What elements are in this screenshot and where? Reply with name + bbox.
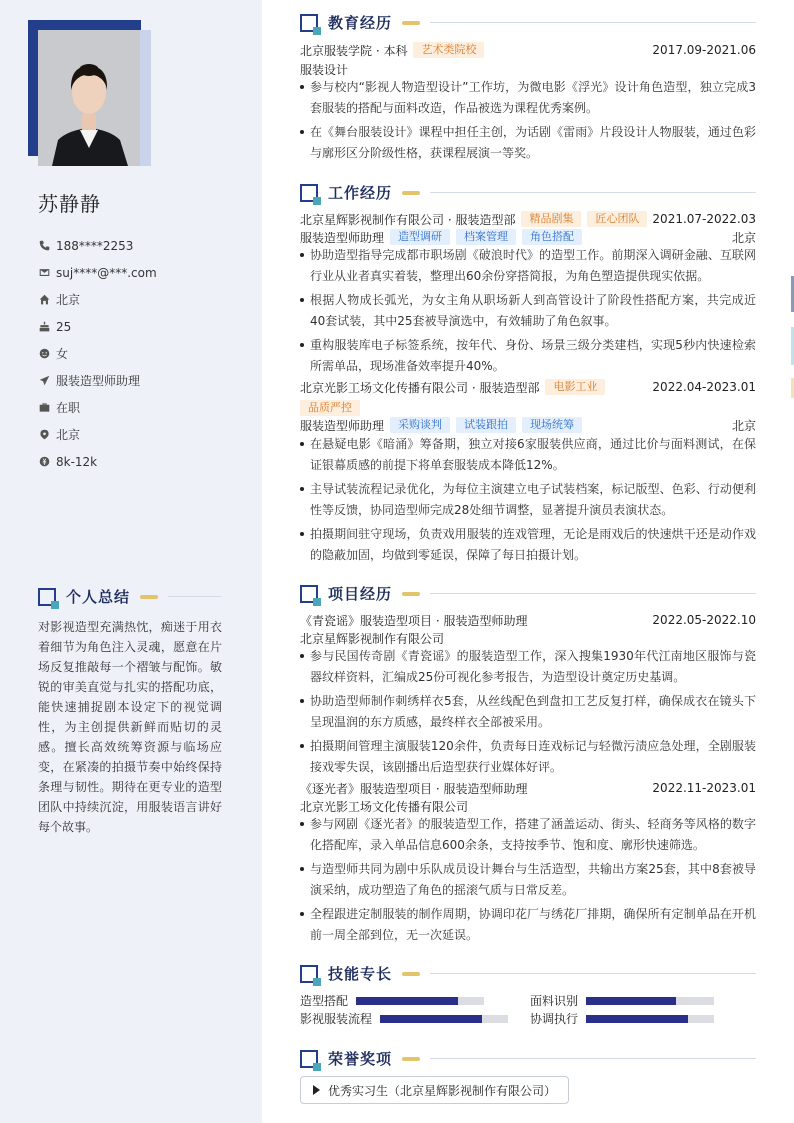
projects-section-header: 项目经历 bbox=[300, 583, 756, 604]
job-role-tag: 现场统筹 bbox=[522, 417, 582, 433]
info-age: 25 bbox=[38, 313, 157, 340]
salary-icon bbox=[38, 456, 50, 468]
education-school-row bbox=[300, 41, 756, 59]
job-company-tag: 精品剧集 bbox=[521, 211, 581, 227]
job-city: 北京 bbox=[731, 418, 756, 433]
mail-icon bbox=[38, 267, 50, 279]
list-item: 重构服装库电子标签系统，按年代、身份、场景三级分类建档，实现5秒内快速检索所需单品，现场准备效率提升40%。 bbox=[300, 335, 756, 377]
job-role: 服装造型师助理 bbox=[300, 230, 385, 245]
job-2-tag-row bbox=[300, 399, 756, 417]
job-1-company-row bbox=[300, 210, 756, 228]
contact-info-list bbox=[38, 232, 157, 475]
awards-section-header: 荣誉奖项 bbox=[300, 1048, 756, 1069]
job-period: 2022.04-2023.01 bbox=[652, 380, 756, 394]
phone-icon bbox=[38, 240, 50, 252]
list-item: 拍摄期间驻守现场，负责戏用服装的连戏管理，无论是雨戏后的快速烘干还是动作戏的隐蔽加固，均做到零延误，保障了每日拍摄计划。 bbox=[300, 524, 756, 566]
info-salary: 8k-12k bbox=[38, 448, 157, 475]
project-1-org-row bbox=[300, 629, 756, 647]
education-major-row bbox=[300, 60, 756, 78]
info-residence: 北京 bbox=[38, 286, 157, 313]
section-square-icon bbox=[300, 1050, 318, 1068]
summary-text: 对影视造型充满热忱，痴迷于用衣着细节为角色注入灵魂，愿意在片场反复推敲每一个褶皱与配饰。敏锐的审美直觉与扎实的搭配功底，能快速捕捉剧本设定下的视觉调性，为主创提供新鲜而贴切的灵感。擅长高效统筹资源与临场应变，在紧凑的拍摄节奏中始终保持条理与韧性。期待在更专业的造型团队中持续沉淀，用服装语言讲好每个故事。 bbox=[38, 620, 222, 834]
candidate-name: 苏静静 bbox=[38, 192, 101, 216]
skill-name: 造型搭配 bbox=[300, 994, 349, 1008]
award-item: 优秀实习生（北京星辉影视制作有限公司） bbox=[300, 1076, 569, 1104]
job-2-company-row bbox=[300, 378, 756, 396]
list-item: 在《舞台服装设计》课程中担任主创，为话剧《雷雨》片段设计人物服装，通过色彩与廓形区分阶级性格，获课程展演一等奖。 bbox=[300, 122, 756, 164]
skill-item bbox=[300, 1010, 508, 1027]
job-1-bullets bbox=[300, 245, 756, 380]
skill-bar-fill bbox=[586, 997, 676, 1005]
project-1-title-row bbox=[300, 611, 756, 629]
skill-name: 面料识别 bbox=[530, 994, 579, 1008]
job-company: 北京星辉影视制作有限公司 · 服装造型部 bbox=[300, 212, 516, 227]
skill-bar-fill bbox=[586, 1015, 688, 1023]
job-2-bullets bbox=[300, 434, 756, 569]
list-item: 参与网剧《逐光者》的服装造型工作，搭建了涵盖运动、街头、轻商务等风格的数字化搭配库，录入单品信息600余条，支持按季节、饱和度、廓形快速筛选。 bbox=[300, 814, 756, 856]
project-2-org-row bbox=[300, 797, 756, 815]
job-company-tag: 电影工业 bbox=[545, 379, 605, 395]
info-target-city: 北京 bbox=[38, 421, 157, 448]
job-company-tag: 匠心团队 bbox=[587, 211, 647, 227]
skills-section-header: 技能专长 bbox=[300, 963, 756, 984]
skill-bar bbox=[586, 997, 714, 1005]
briefcase-icon bbox=[38, 402, 50, 414]
job-role-tag: 角色搭配 bbox=[522, 229, 582, 245]
cake-icon bbox=[38, 321, 50, 333]
job-role-tag: 档案管理 bbox=[456, 229, 516, 245]
work-section-header: 工作经历 bbox=[300, 182, 756, 203]
list-item: 全程跟进定制服装的制作周期，协调印花厂与绣花厂排期，确保所有定制单品在开机前一周全部到位，无一次延误。 bbox=[300, 904, 756, 946]
job-1-role-row bbox=[300, 228, 756, 246]
info-email: suj****@***.com bbox=[38, 259, 157, 286]
sidebar bbox=[0, 0, 262, 1123]
project-name: 《逐光者》服装造型项目 · 服装造型师助理 bbox=[300, 781, 528, 796]
job-city: 北京 bbox=[731, 230, 756, 245]
list-item: 在悬疑电影《暗涌》筹备期，独立对接6家服装供应商，通过比价与面料测试，在保证银幕质感的前提下将单套服装成本降低12%。 bbox=[300, 434, 756, 476]
list-item: 根据人物成长弧光，为女主角从职场新人到高管设计了阶段性搭配方案，共完成近40套试装，其中25套被导演选中，有效辅助了角色叙事。 bbox=[300, 290, 756, 332]
education-period: 2017.09-2021.06 bbox=[652, 43, 756, 57]
list-item: 协助造型指导完成都市职场剧《破浪时代》的造型工作。前期深入调研金融、互联网行业从业者真实着装，整理出60余份穿搭简报，为角色塑造提供现实依据。 bbox=[300, 245, 756, 287]
home-icon bbox=[38, 294, 50, 306]
avatar-portrait-icon bbox=[38, 30, 140, 166]
info-status: 在职 bbox=[38, 394, 157, 421]
skill-bar bbox=[356, 997, 484, 1005]
skill-bar bbox=[380, 1015, 508, 1023]
skill-item bbox=[530, 1010, 714, 1027]
skill-bar-fill bbox=[380, 1015, 482, 1023]
list-item: 拍摄期间管理主演服装120余件，负责每日连戏标记与轻微污渍应急处理，全剧服装接戏零失误，该剧播出后造型获行业媒体好评。 bbox=[300, 736, 756, 778]
project-period: 2022.11-2023.01 bbox=[652, 781, 756, 795]
section-square-icon bbox=[38, 588, 56, 606]
profile-photo bbox=[38, 30, 140, 166]
list-item: 协助造型师制作刺绣样衣5套，从丝线配色到盘扣工艺反复打样，确保成衣在镜头下呈现温润的东方质感，最终样衣全部被采用。 bbox=[300, 691, 756, 733]
job-period: 2021.07-2022.03 bbox=[652, 212, 756, 226]
list-item: 参与校内“影视人物造型设计”工作坊，为微电影《浮光》设计角色造型，独立完成3套服装的搭配与面料改造，作品被选为课程优秀案例。 bbox=[300, 77, 756, 119]
skill-item bbox=[530, 992, 714, 1009]
project-period: 2022.05-2022.10 bbox=[652, 613, 756, 627]
skill-bar-fill bbox=[356, 997, 458, 1005]
skill-item bbox=[300, 992, 484, 1009]
project-2-bullets bbox=[300, 814, 756, 949]
school-tag: 艺术类院校 bbox=[413, 42, 484, 58]
list-item: 主导试装流程记录优化，为每位主演建立电子试装档案，标记版型、色彩、行动便利性等反馈，协同造型师完成28处细节调整，显著提升演员表演状态。 bbox=[300, 479, 756, 521]
section-square-icon bbox=[300, 585, 318, 603]
project-1-bullets bbox=[300, 646, 756, 781]
job-company-tag: 品质严控 bbox=[300, 400, 360, 416]
section-square-icon bbox=[300, 14, 318, 32]
job-role: 服装造型师助理 bbox=[300, 418, 385, 433]
job-company: 北京光影工场文化传播有限公司 · 服装造型部 bbox=[300, 380, 540, 395]
info-target-position: 服装造型师助理 bbox=[38, 367, 157, 394]
job-2-role-row bbox=[300, 416, 756, 434]
education-bullets bbox=[300, 77, 756, 167]
job-role-tag: 采购谈判 bbox=[390, 417, 450, 433]
project-2-title-row bbox=[300, 779, 756, 797]
major: 服装设计 bbox=[300, 62, 349, 77]
list-item: 与造型师共同为剧中乐队成员设计舞台与生活造型，共输出方案25套，其中8套被导演采纳，成功塑造了角色的摇滚气质与日常反差。 bbox=[300, 859, 756, 901]
project-org: 北京光影工场文化传播有限公司 bbox=[300, 799, 469, 814]
info-gender: 女 bbox=[38, 340, 157, 367]
job-role-tag: 试装跟拍 bbox=[456, 417, 516, 433]
education-section-header: 教育经历 bbox=[300, 12, 756, 33]
section-square-icon bbox=[300, 184, 318, 202]
summary-section-header: 个人总结 bbox=[38, 586, 222, 607]
skill-name: 影视服装流程 bbox=[300, 1012, 373, 1026]
skill-name: 协调执行 bbox=[530, 1012, 579, 1026]
skill-bar bbox=[586, 1015, 714, 1023]
play-triangle-icon bbox=[313, 1085, 320, 1095]
school-name: 北京服装学院 · 本科 bbox=[300, 43, 408, 58]
section-square-icon bbox=[300, 965, 318, 983]
gender-icon bbox=[38, 348, 50, 360]
list-item: 参与民国传奇剧《青瓷谣》的服装造型工作，深入搜集1930年代江南地区服饰与瓷器纹样资料，汇编成25份可视化参考报告，为造型设计奠定历史基调。 bbox=[300, 646, 756, 688]
info-phone: 188****2253 bbox=[38, 232, 157, 259]
location-pin-icon bbox=[38, 429, 50, 441]
profile-photo-frame bbox=[28, 20, 152, 166]
send-icon bbox=[38, 375, 50, 387]
project-org: 北京星辉影视制作有限公司 bbox=[300, 631, 445, 646]
project-name: 《青瓷谣》服装造型项目 · 服装造型师助理 bbox=[300, 613, 528, 628]
job-role-tag: 造型调研 bbox=[390, 229, 450, 245]
